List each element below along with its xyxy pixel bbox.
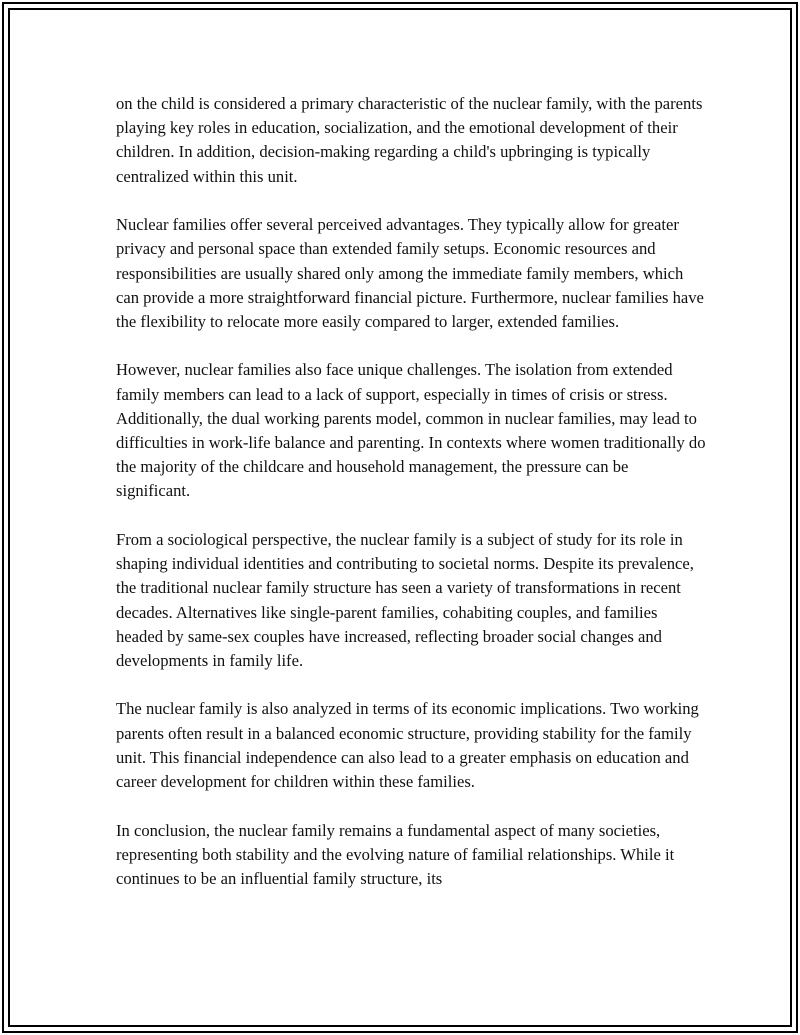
paragraph-4: From a sociological perspective, the nuclear family is a subject of study for its role in shaping individual identities and contributing to societal norms. Despite its prevalence, the traditional nuclear family structure has seen a variety of transformations in recent decades. Alternatives like single-parent families, cohabiting couples, and families headed by same-sex couples have increased, reflecting broader social changes and developments in family life. <box>116 529 694 670</box>
document-page <box>2 2 798 1033</box>
document-body <box>116 92 706 891</box>
paragraph-2: Nuclear families offer several perceived advantages. They typically allow for greater privacy and personal space than extended family setups. Economic resources and responsibilities are usually shared only among the immediate family members, which can provide a more straightforward financial picture. Furthermore, nuclear families have the flexibility to relocate more easily compared to larger, extended families. <box>116 215 704 331</box>
paragraph-5: The nuclear family is also analyzed in terms of its economic implications. Two working parents often result in a balanced economic structure, providing stability for the family unit. This financial independence can also lead to a greater emphasis on education and career development for children within these families. <box>116 699 699 792</box>
paragraph-6: In conclusion, the nuclear family remains a fundamental aspect of many societies, representing both stability and the evolving nature of familial relationships. While it continues to be an influential family structure, its <box>116 820 675 888</box>
paragraph-1: on the child is considered a primary characteristic of the nuclear family, with the parents playing key roles in education, socialization, and the emotional development of their children. In addition, decision-making regarding a child's upbringing is typically centralized within this unit. <box>116 94 703 186</box>
paragraph-3: However, nuclear families also face unique challenges. The isolation from extended family members can lead to a lack of support, especially in times of crisis or stress. Additionally, the dual working parents model, common in nuclear families, may lead to difficulties in work-life balance and parenting. In contexts where women traditionally do the majority of the childcare and household management, the pressure can be significant. <box>116 360 706 501</box>
